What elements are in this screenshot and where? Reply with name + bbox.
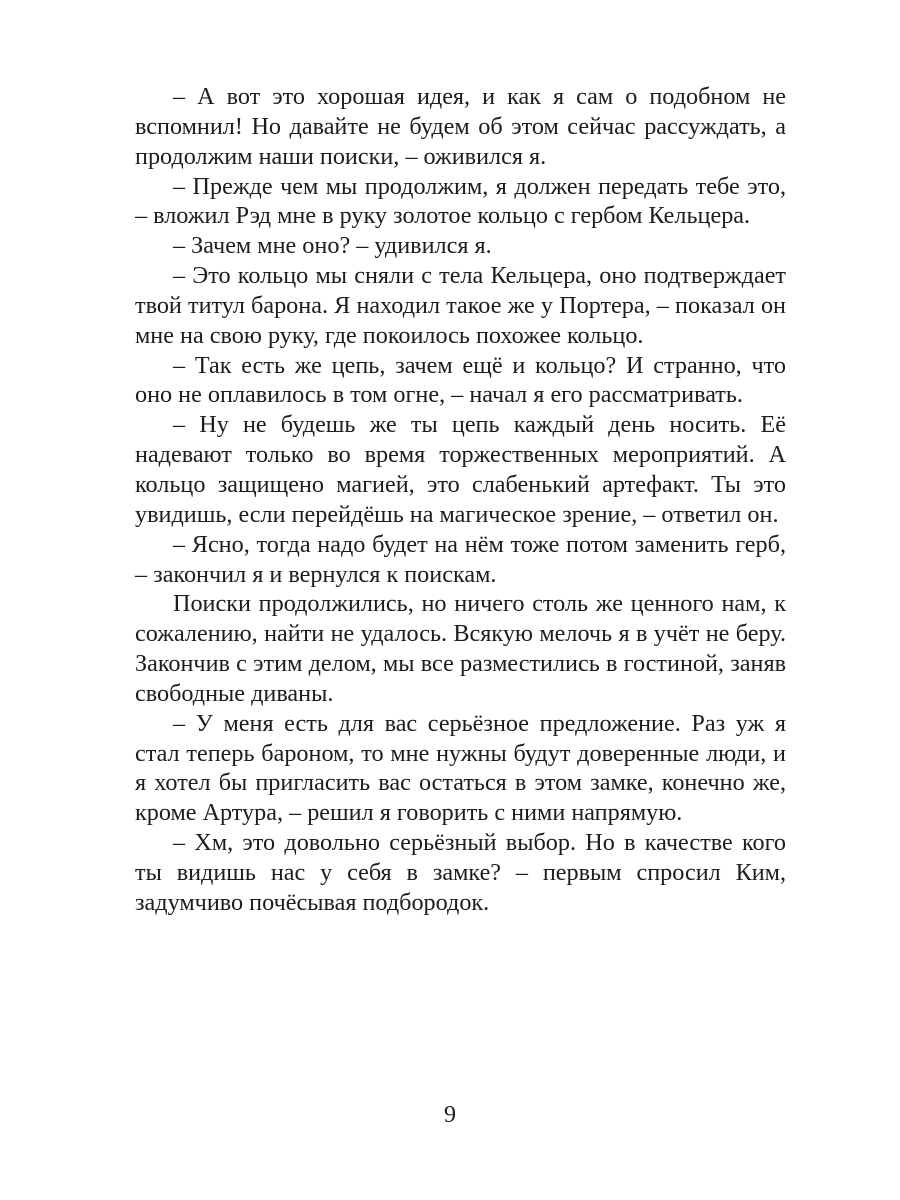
paragraph: – Ну не будешь же ты цепь каждый день носить. Её надевают только во время торжественных мероприятий. А кольцо защищено магией, это слабенький артефакт. Ты это увидишь, если перейдёшь на магическое зрение, – ответил он. xyxy=(135,411,786,528)
page-number: 9 xyxy=(444,1102,456,1128)
paragraph: – Прежде чем мы продолжим, я должен передать тебе это, – вложил Рэд мне в руку золотое кольцо с гербом Кельцера. xyxy=(135,172,786,230)
paragraph: – А вот это хорошая идея, и как я сам о подобном не вспомнил! Но давайте не будем об этом сейчас рассуждать, а продолжим наши поиски, – оживился я. xyxy=(135,83,786,170)
paragraph: – Так есть же цепь, зачем ещё и кольцо? И странно, что оно не оплавилось в том огне, – начал я его рассматривать. xyxy=(135,351,786,409)
body-text xyxy=(135,82,786,918)
paragraph: – У меня есть для вас серьёзное предложение. Раз уж я стал теперь бароном, то мне нужны будут доверенные люди, и я хотел бы пригласить вас остаться в этом замке, конечно же, кроме Артура, – решил я говорить с ними напрямую. xyxy=(135,709,786,827)
paragraph: – Это кольцо мы сняли с тела Кельцера, оно подтверждает твой титул барона. Я находил такое же у Портера, – показал он мне на свою руку, где покоилось похожее кольцо. xyxy=(135,262,786,349)
paragraph: Поиски продолжились, но ничего столь же ценного нам, к сожалению, найти не удалось. Всякую мелочь я в учёт не беру. Закончив с этим делом, мы все разместились в гостиной, заняв свободные диваны. xyxy=(135,590,786,707)
paragraph: – Хм, это довольно серьёзный выбор. Но в качестве кого ты видишь нас у себя в замке? – первым спросил Ким, задумчиво почёсывая подбородок. xyxy=(135,829,786,916)
paragraph: – Зачем мне оно? – удивился я. xyxy=(173,232,492,260)
paragraph: – Ясно, тогда надо будет на нём тоже потом заменить герб, – закончил я и вернулся к поискам. xyxy=(135,530,786,588)
